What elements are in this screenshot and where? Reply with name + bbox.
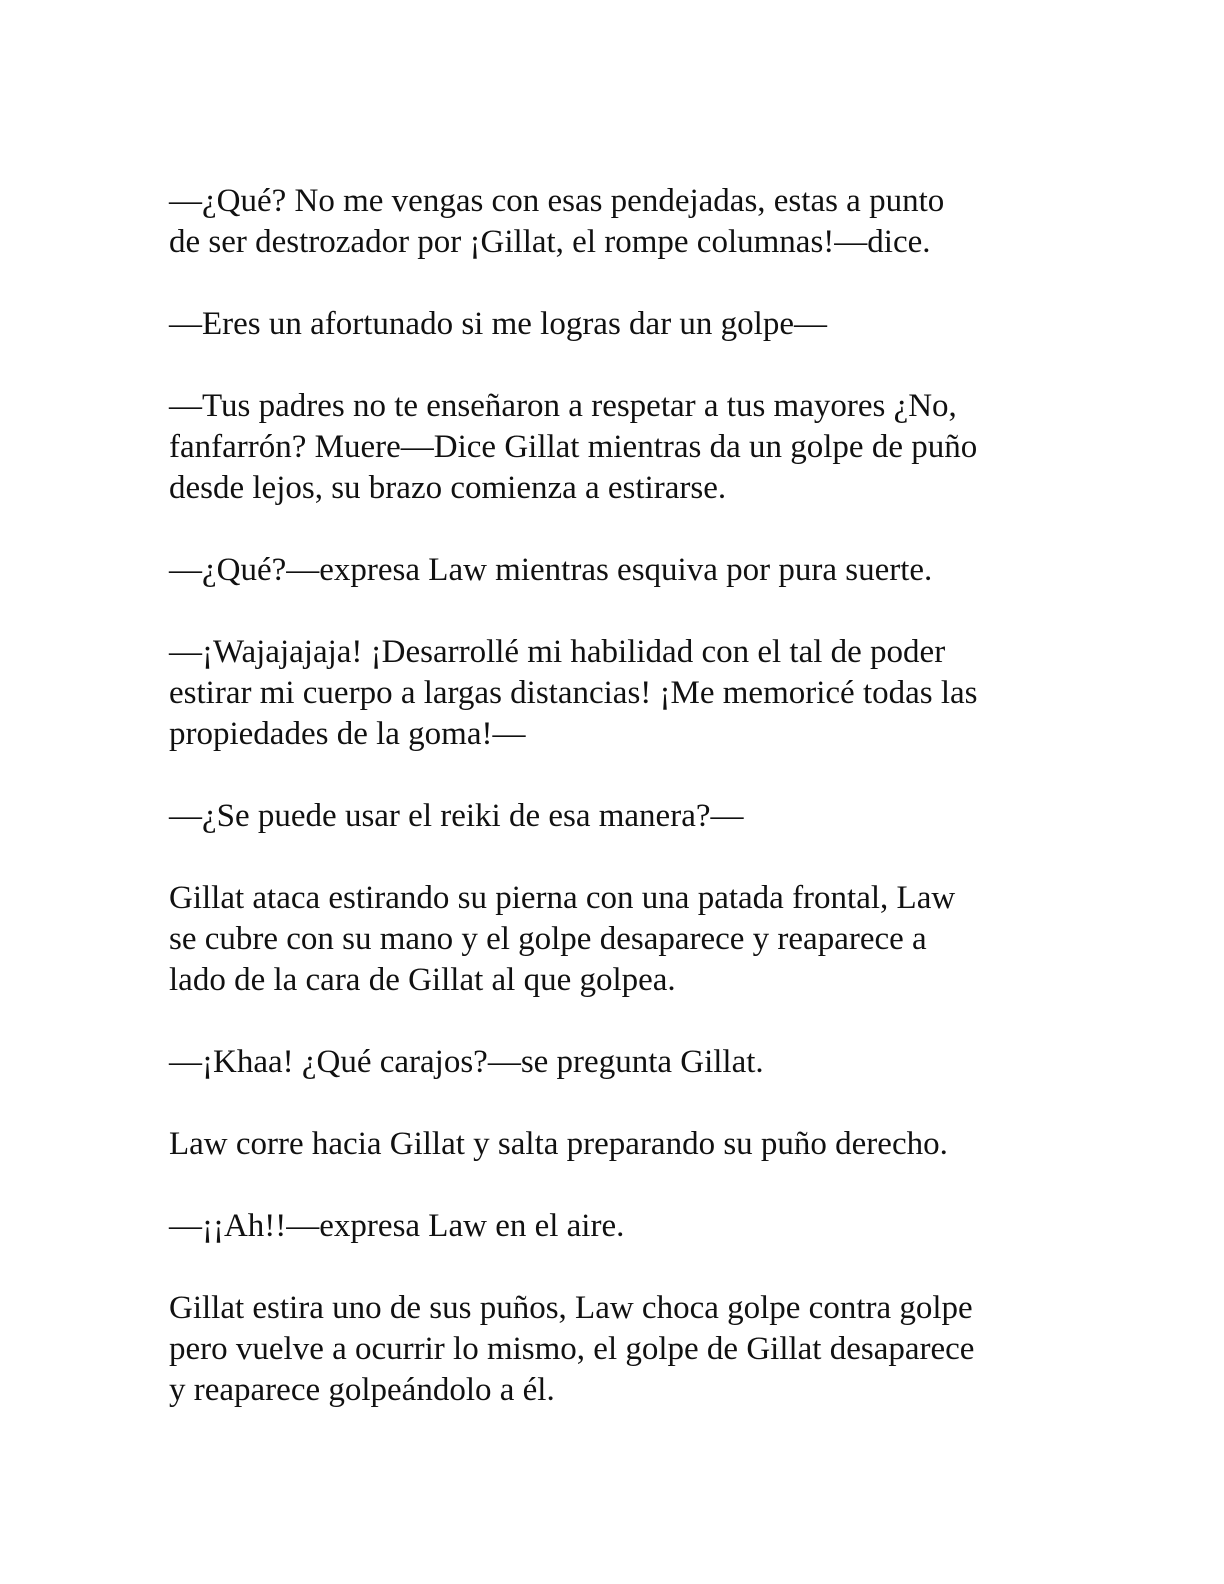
text-line: pero vuelve a ocurrir lo mismo, el golpe de Gillat desaparece xyxy=(169,1331,975,1367)
text-line: lado de la cara de Gillat al que golpea. xyxy=(169,962,676,998)
paragraph xyxy=(169,796,1054,837)
paragraph xyxy=(169,386,1054,509)
text-line: —Eres un afortunado si me logras dar un golpe— xyxy=(169,306,828,342)
text-line: —¡Wajajajaja! ¡Desarrollé mi habilidad con el tal de poder xyxy=(169,634,946,670)
text-line: se cubre con su mano y el golpe desaparece y reaparece a xyxy=(169,921,927,957)
text-line: Gillat estira uno de sus puños, Law choca golpe contra golpe xyxy=(169,1290,973,1326)
text-line: —¿Qué? No me vengas con esas pendejadas, estas a punto xyxy=(169,183,945,219)
text-line: fanfarrón? Muere—Dice Gillat mientras da un golpe de puño xyxy=(169,429,978,465)
text-line: y reaparece golpeándolo a él. xyxy=(169,1372,555,1408)
text-line: propiedades de la goma!— xyxy=(169,716,526,752)
text-line: —¿Se puede usar el reiki de esa manera?— xyxy=(169,798,744,834)
paragraph xyxy=(169,1042,1054,1083)
text-line: —Tus padres no te enseñaron a respetar a tus mayores ¿No, xyxy=(169,388,957,424)
paragraph xyxy=(169,550,1054,591)
paragraph xyxy=(169,1288,1054,1411)
body-text xyxy=(169,181,1054,1452)
text-line: desde lejos, su brazo comienza a estirarse. xyxy=(169,470,727,506)
text-line: estirar mi cuerpo a largas distancias! ¡Me memoricé todas las xyxy=(169,675,978,711)
text-line: Law corre hacia Gillat y salta preparando su puño derecho. xyxy=(169,1126,948,1162)
paragraph xyxy=(169,1206,1054,1247)
text-line: —¡Khaa! ¿Qué carajos?—se pregunta Gillat. xyxy=(169,1044,764,1080)
text-line: —¿Qué?—expresa Law mientras esquiva por pura suerte. xyxy=(169,552,933,588)
paragraph xyxy=(169,632,1054,755)
text-line: Gillat ataca estirando su pierna con una patada frontal, Law xyxy=(169,880,956,916)
text-line: —¡¡Ah!!—expresa Law en el aire. xyxy=(169,1208,625,1244)
paragraph xyxy=(169,304,1054,345)
paragraph xyxy=(169,878,1054,1001)
paragraph xyxy=(169,1124,1054,1165)
paragraph xyxy=(169,181,1054,263)
text-line: de ser destrozador por ¡Gillat, el rompe columnas!—dice. xyxy=(169,224,931,260)
